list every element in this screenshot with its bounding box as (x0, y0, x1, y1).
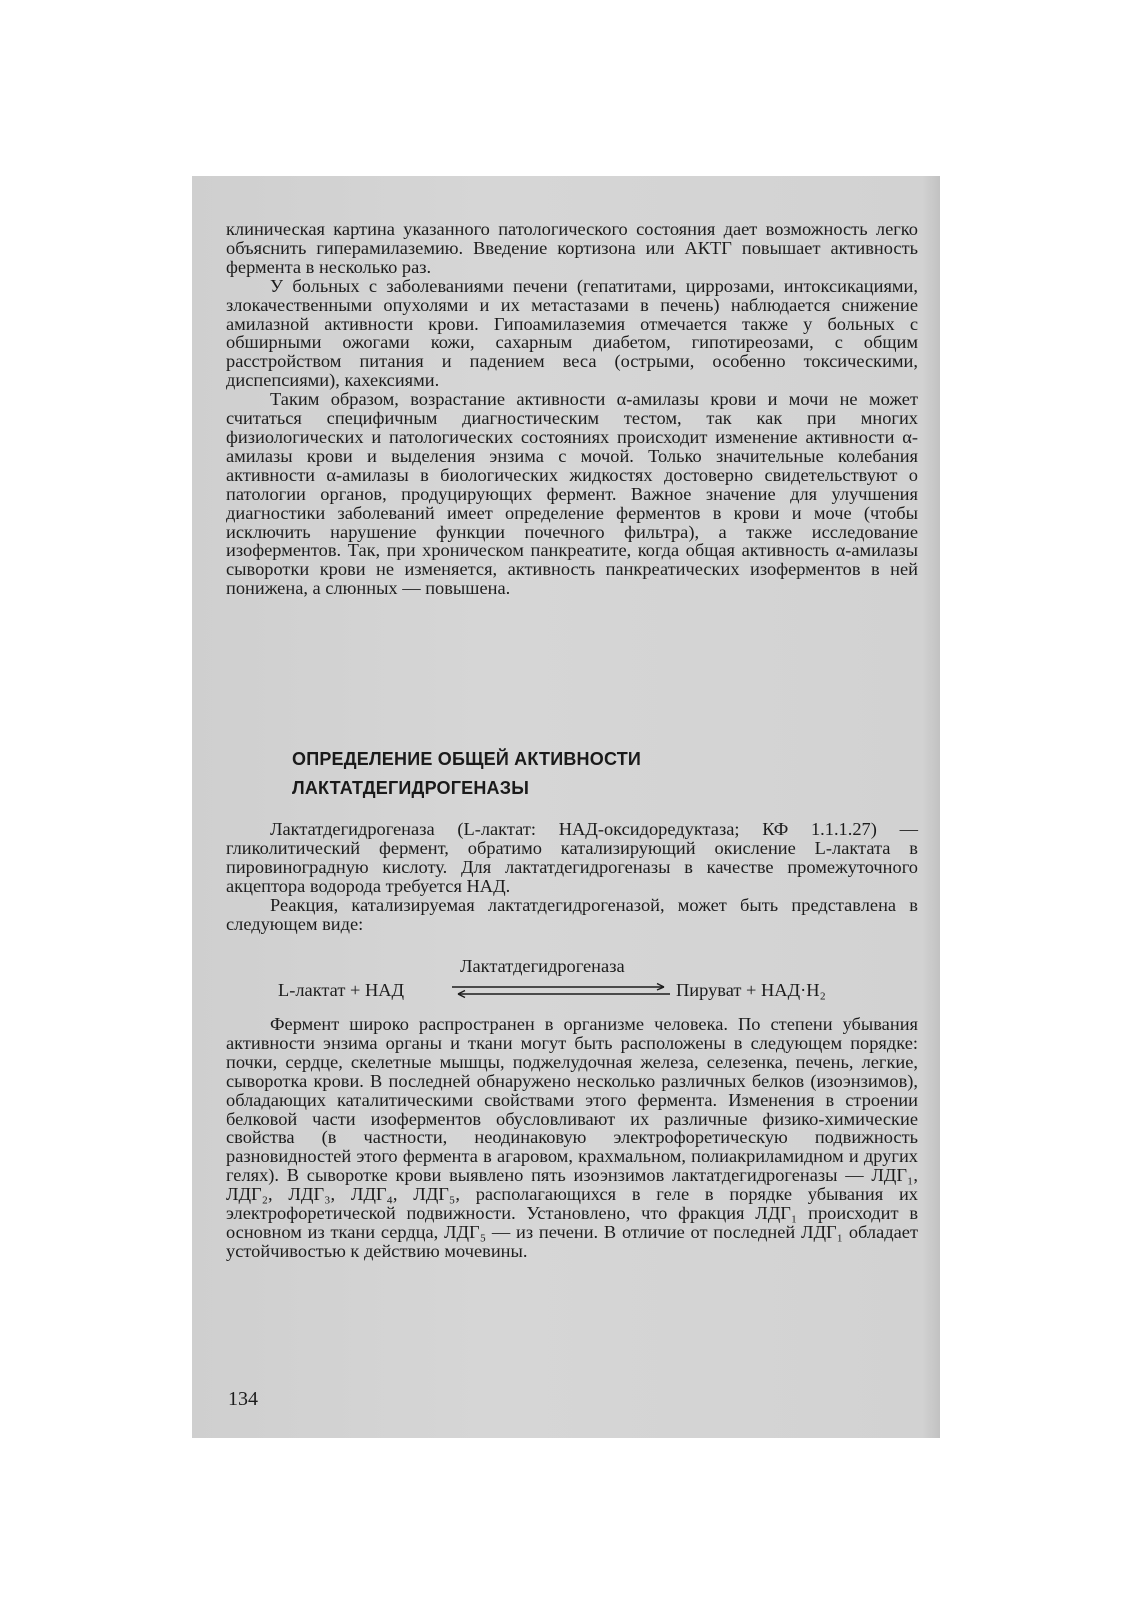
section-heading (292, 745, 812, 803)
paragraph-ldh-definition: Лактатдегидрогеназа (L-лактат: НАД-оксидоредуктаза; КФ 1.1.1.27) — гликолитический фермент, обратимо катализирующий окисление L-лактата в пировиноградную кислоту. Для лактатдегидрогеназы в качестве промежуточного акцептора водорода требуется НАД. (226, 819, 918, 896)
paragraph-distribution: Фермент широко распространен в организме человека. По степени убывания активности энзима органы и ткани могут быть расположены в следующем порядке: почки, сердце, скелетные мышцы, поджелудочная железа, селезенка, печень, легкие, сыворотка крови. В последней обнаружено несколько различных белков (изоэнзимов), обладающих каталитическими свойствами этого фермента. Изменения в строении белковой части изоферментов обусловливают их различные физико-химические свойства (в частности, неодинаковую электрофоретическую подвижность разновидностей этого фермента в агаровом, крахмальном, полиакриламидном и других гелях). В сыворотке крови выявлено пять изоэнзимов лактатдегидрогеназы — ЛДГ₁, ЛДГ₂, ЛДГ₃, ЛДГ₄, ЛДГ₅, располагающихся в геле в порядке убывания их электрофоретической подвижности. Установлено, что фракция ЛДГ₁ происходит в основном из ткани сердца, ЛДГ₅ — из печени. В отличие от последней ЛДГ₁ обладает устойчивостью к действию мочевины. (226, 1014, 918, 1261)
section-heading-line-2: ЛАКТАТДЕГИДРОГЕНАЗЫ (292, 778, 530, 798)
reaction-equation (278, 956, 918, 1006)
reaction-right-side: Пируват + НАД·H₂ (676, 980, 826, 1000)
reaction-enzyme-label: Лактатдегидрогеназа (460, 956, 625, 976)
ldh-intro-block (226, 820, 918, 933)
paragraph-continuation: клиническая картина указанного патологического состояния дает возможность легко объяснить гиперамилаземию. Введение кортизона или АКТГ повышает активность фермента в несколько раз. (226, 219, 918, 277)
reaction-left-side: L-лактат + НАД (278, 980, 405, 1000)
page-number: 134 (228, 1388, 258, 1410)
reversible-arrow-icon (450, 982, 672, 1000)
section-heading-line-1: ОПРЕДЕЛЕНИЕ ОБЩЕЙ АКТИВНОСТИ (292, 749, 642, 769)
paragraph-liver-diseases: У больных с заболеваниями печени (гепатитами, циррозами, интоксикациями, злокачественными опухолями и их метастазами в печень) наблюдается снижение амилазной активности крови. Гипоамилаземия отмечается также у больных с обширными ожогами кожи, сахарным диабетом, гипотиреозами, с общим расстройством питания и падением веса (острыми, особенно токсическими, диспепсиями), кахексиями. (226, 275, 918, 391)
paragraph-conclusion: Таким образом, возрастание активности α-амилазы крови и мочи не может считаться специфичным диагностическим тестом, так как при многих физиологических и патологических состояниях происходит изменение активности α-амилазы крови и выделения энзима с мочой. Только значительные колебания активности α-амилазы в биологических жидкостях достоверно свидетельствуют о патологии органов, продуцирующих фермент. Важное значение для улучшения диагностики заболеваний имеет определение ферментов в крови и моче (чтобы исключить нарушение функции почечного фильтра), а также исследование изоферментов. Так, при хроническом панкреатите, когда общая активность α-амилазы сыворотки крови не изменяется, активность панкреатических изоферментов в ней понижена, а слюнных — повышена. (226, 389, 918, 599)
ldh-distribution-block (226, 1015, 918, 1261)
paragraph-reaction-intro: Реакция, катализируемая лактатдегидрогеназой, может быть представлена в следующем виде: (226, 894, 918, 934)
intro-text-block (226, 220, 918, 598)
